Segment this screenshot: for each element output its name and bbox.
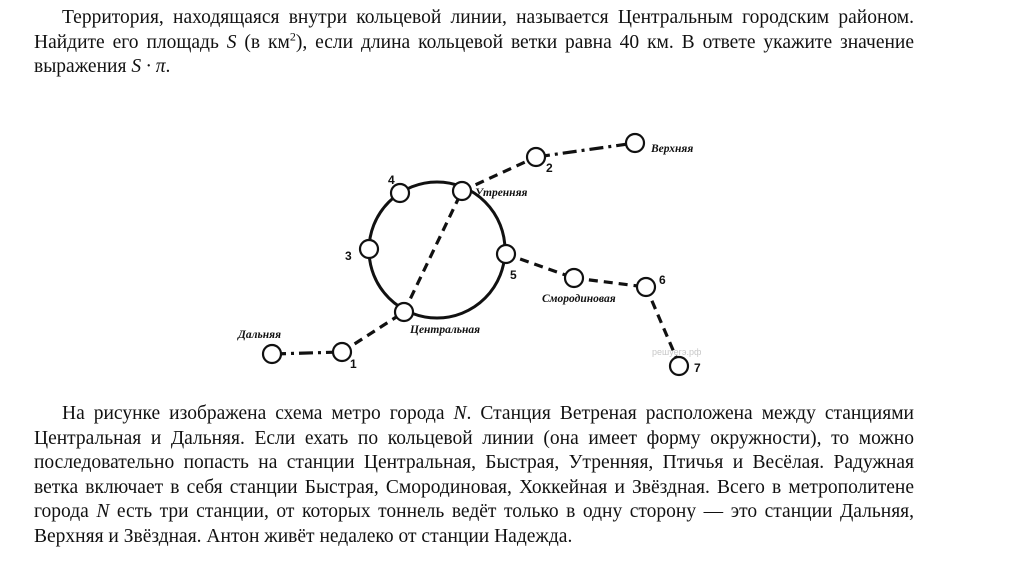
number-7: 7 — [694, 361, 701, 375]
branch-up-line-1 — [462, 157, 536, 191]
number-4: 4 — [388, 173, 395, 187]
ring-line — [369, 182, 505, 318]
station-tsentralnaya — [395, 303, 413, 321]
station-smorodinovaya — [565, 269, 583, 287]
station-utrennyaya — [453, 182, 471, 200]
number-1: 1 — [350, 357, 357, 371]
station-6 — [637, 278, 655, 296]
label-smorodinovaya: Смородиновая — [542, 293, 616, 305]
branch-left-line-1 — [272, 352, 342, 354]
context-paragraph: На рисунке изображена схема метро города N. Станция Ветреная расположена между станциями Центральная и Дальняя. Если ехать по кольцевой линии (она имеет форму окружности), то можно последовательно попасть на станции Центральная, Быстрая, Утренняя, Птичья и Весёлая. Радужная ветка включает в себя станции Быстрая, Смородиновая, Хоккейная и Звёздная. Всего в метрополитене города N есть три станции, от которых тоннель ведёт только в одну сторону — это станции Дальняя, Верхняя и Звёздная. Антон живёт недалеко от станции Надежда. — [34, 403, 915, 547]
label-verkhnyaya: Верхняя — [651, 143, 694, 155]
station-5 — [497, 245, 515, 263]
station-7 — [670, 357, 688, 375]
number-5: 5 — [510, 268, 517, 282]
label-utrennyaya: Утренняя — [475, 187, 528, 199]
number-2: 2 — [546, 161, 553, 175]
problem-statement: Территория, находящаяся внутри кольцевой линии, называется Центральным городским районом. Найдите его площадь S (в $км^2$), если длина кольцевой ветки равна 40 км. В ответе укажите значение выражения S · π. — [34, 7, 915, 77]
branch-right-line-2 — [574, 278, 646, 287]
label-dalnyaya: Дальняя — [238, 329, 281, 341]
branch-left-line-2 — [342, 312, 404, 352]
chord-line — [404, 191, 462, 312]
label-tsentralnaya: Центральная — [410, 324, 481, 336]
watermark: решуегэ.рф — [652, 347, 702, 357]
station-3 — [360, 240, 378, 258]
station-dalnyaya — [263, 345, 281, 363]
station-verkhnyaya — [626, 134, 644, 152]
station-1 — [333, 343, 351, 361]
number-3: 3 — [345, 249, 352, 263]
branch-up-line-2 — [536, 143, 635, 157]
station-2 — [527, 148, 545, 166]
number-6: 6 — [659, 273, 666, 287]
